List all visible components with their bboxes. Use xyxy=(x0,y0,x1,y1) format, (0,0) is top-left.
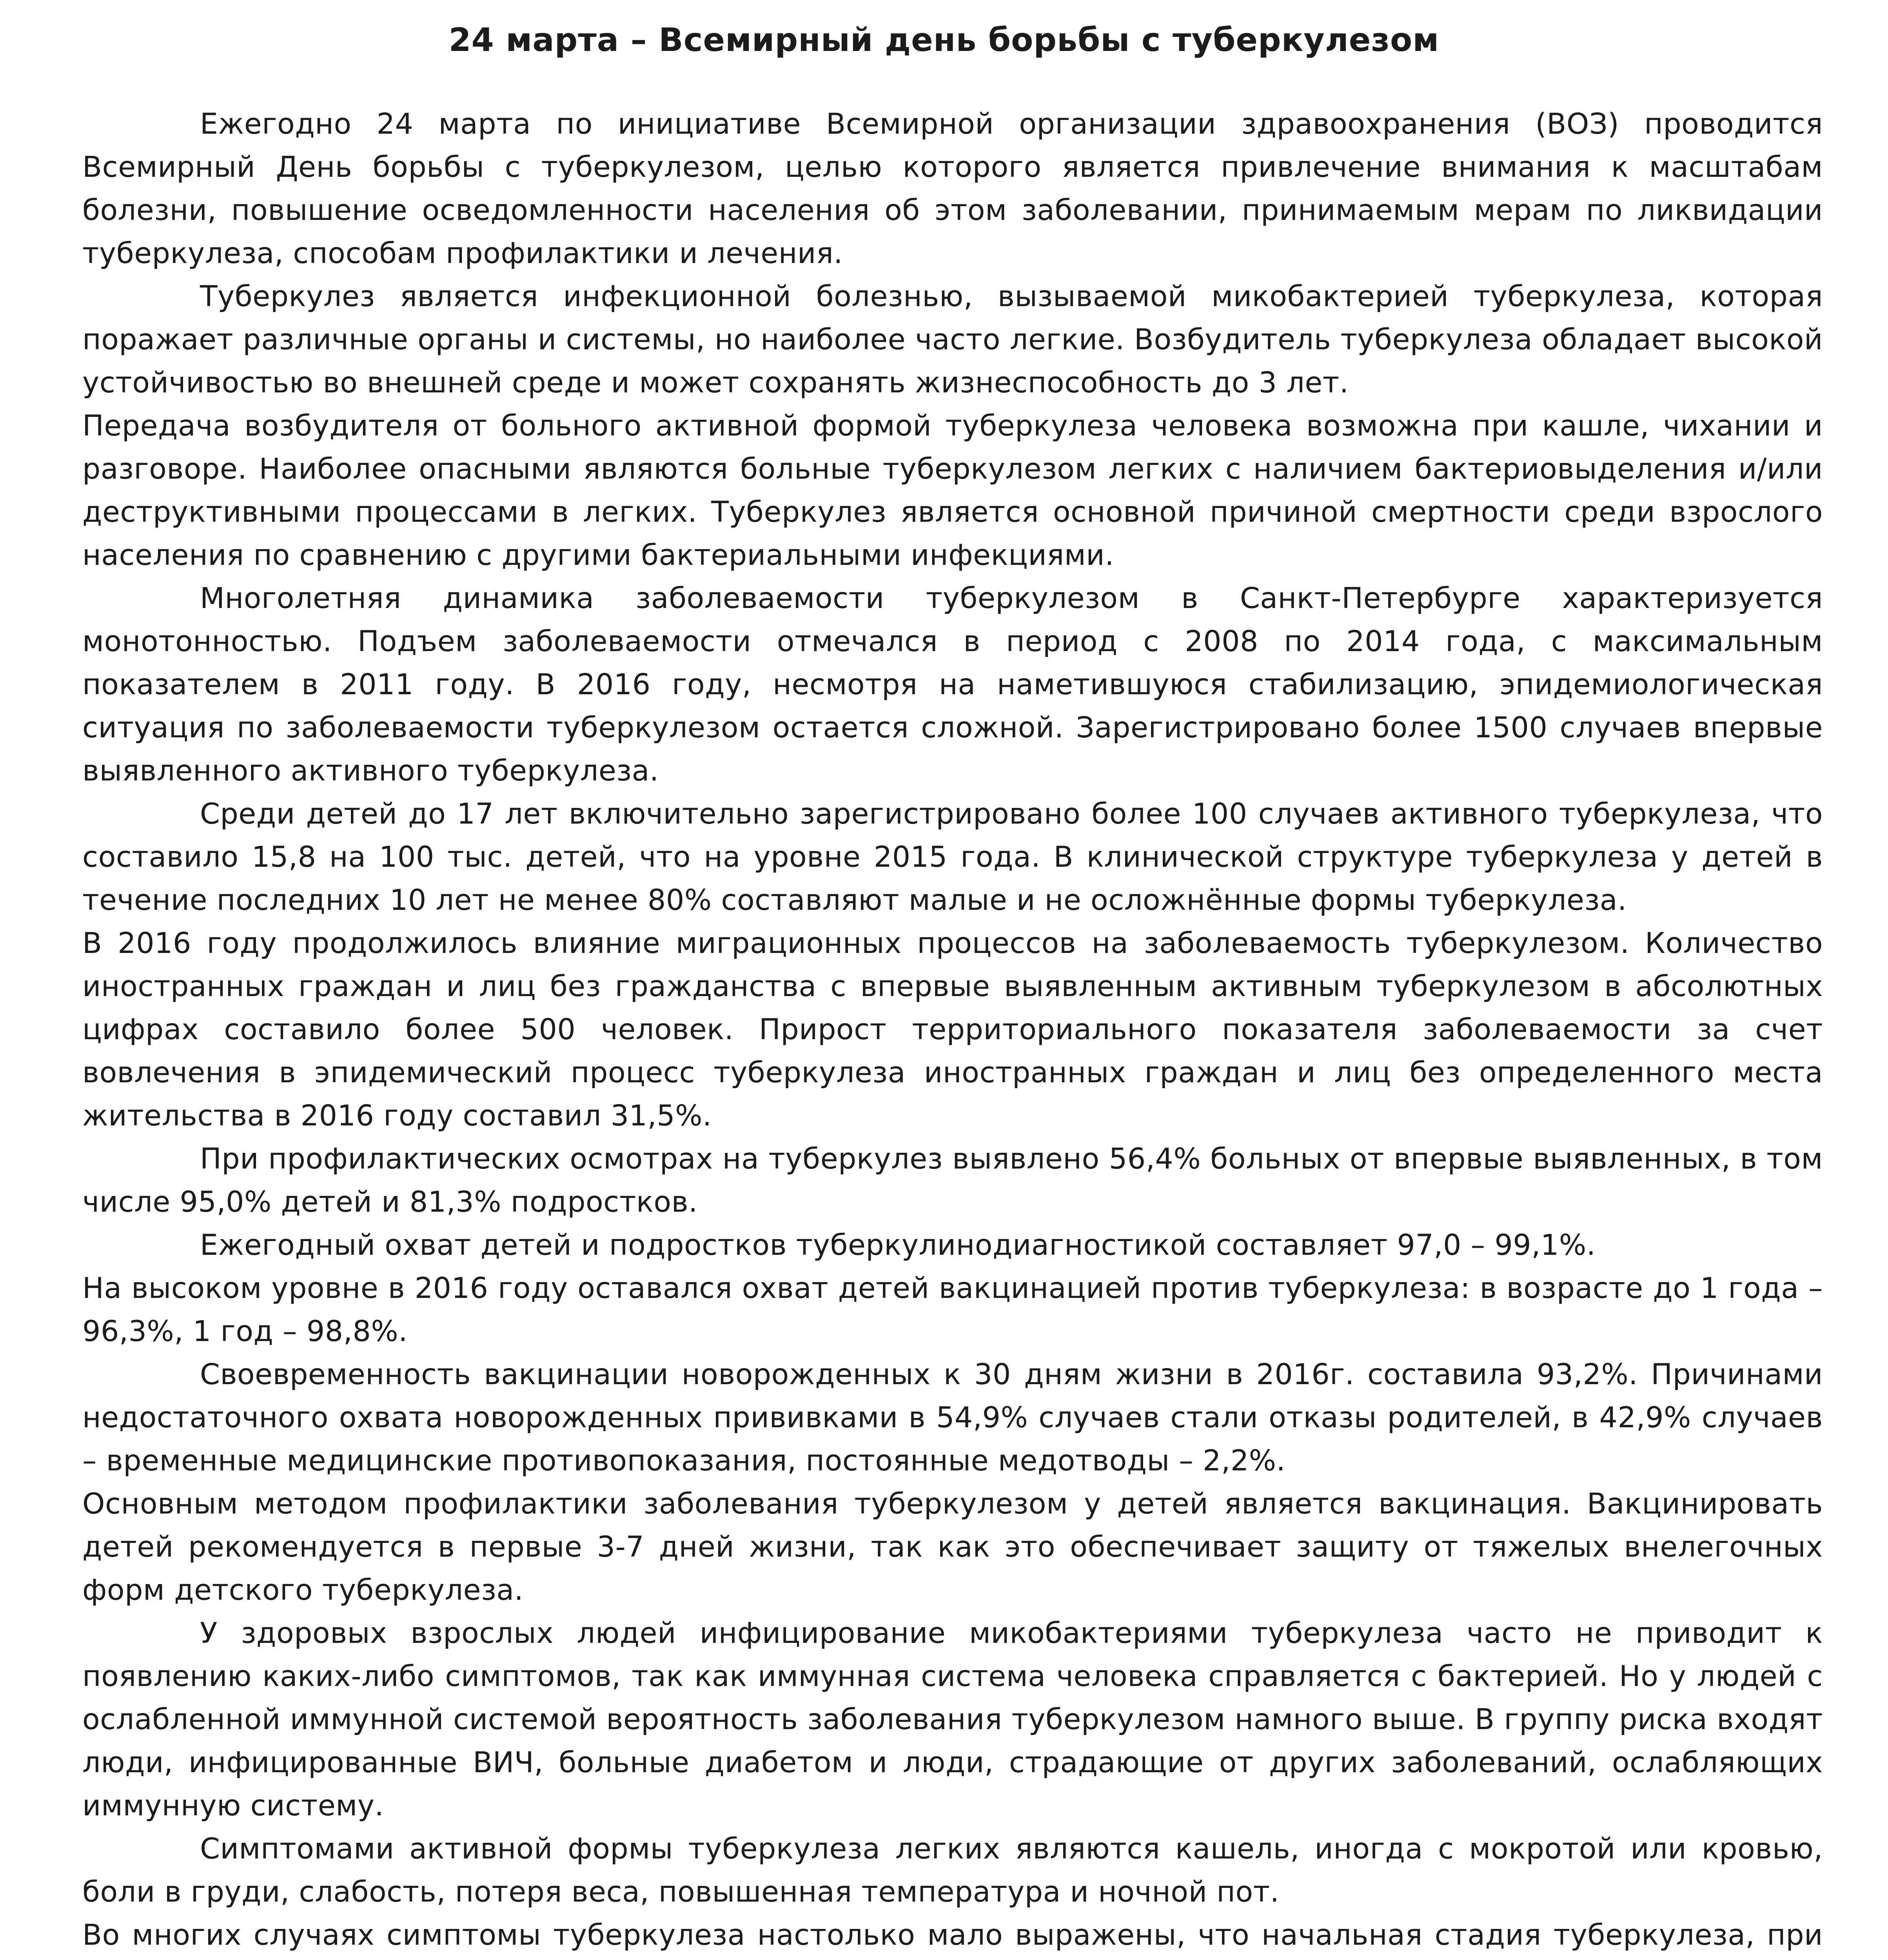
paragraph-children: Среди детей до 17 лет включительно зарегистрировано более 100 случаев активного туберкулеза, что составило 15,8 на 100 тыс. детей, что на уровне 2015 года. В клинической структуре туберкулеза у детей в течение последних 10 лет не менее 80% составляют малые и не осложнённые формы туберкулеза. xyxy=(82,797,1823,917)
paragraph-prevention-method: Основным методом профилактики заболевания туберкулезом у детей является вакцинация. Вакцинировать детей рекомендуется в первые 3-7 дней жизни, так как это обеспечивает защиту от тяжелых внелегочных форм детского туберкулеза. xyxy=(82,1487,1823,1607)
paragraph-symptoms: Симптомами активной формы туберкулеза легких являются кашель, иногда с мокротой или кровью, боли в груди, слабость, потеря веса, повышенная температура и ночной пот. xyxy=(82,1832,1823,1909)
paragraph-risk-group: У здоровых взрослых людей инфицирование микобактериями туберкулеза часто не приводит к появлению каких-либо симптомов, так как иммунная система человека справляется с бактерией. Но у людей с ослабленной иммунной системой вероятность заболевания туберкулезом намного выше. В группу риска входят люди, инфицированные ВИЧ, больные диабетом и люди, страдающие от других заболеваний, ослабляющих иммунную систему. xyxy=(82,1617,1823,1822)
paragraph-migration: В 2016 году продолжилось влияние миграционных процессов на заболеваемость туберкулезом. Количество иностранных граждан и лиц без гражданства с впервые выявленным активным туберкулезом в абсолютных цифрах составило более 500 человек. Прирост территориального показателя заболеваемости за счет вовлечения в эпидемический процесс туберкулеза иностранных граждан и лиц без определенного места жительства в 2016 году составил 31,5%. xyxy=(82,927,1823,1132)
paragraph-screening: При профилактических осмотрах на туберкулез выявлено 56,4% больных от впервые выявленных, в том числе 95,0% детей и 81,3% подростков. xyxy=(82,1142,1823,1219)
paragraph-diagnostics: Ежегодный охват детей и подростков туберкулинодиагностикой составляет 97,0 – 99,1%. xyxy=(200,1229,1596,1262)
document-title: 24 марта – Всемирный день борьбы с туберкулезом xyxy=(448,22,1440,59)
paragraph-vaccination-coverage: На высоком уровне в 2016 году оставался охват детей вакцинацией против туберкулеза: в возрасте до 1 года – 96,3%, 1 год – 98,8%. xyxy=(82,1272,1823,1348)
paragraph-intro: Ежегодно 24 марта по инициативе Всемирной организации здравоохранения (ВОЗ) проводится Всемирный День борьбы с туберкулезом, целью которого является привлечение внимания к масштабам болезни, повышение осведомленности населения об этом заболевании, принимаемым мерам по ликвидации туберкулеза, способам профилактики и лечения. xyxy=(82,107,1823,270)
paragraph-mild-symptoms: Во многих случаях симптомы туберкулеза настолько мало выражены, что начальная стадия туберкулеза, при xyxy=(82,1918,1823,1952)
paragraph-vaccination-timeliness: Своевременность вакцинации новорожденных к 30 дням жизни в 2016г. составила 93,2%. Причинами недостаточного охвата новорожденных прививками в 54,9% случаев стали отказы родителей, в 42,9% случаев – временные медицинские противопоказания, постоянные медотводы – 2,2%. xyxy=(82,1358,1823,1477)
paragraph-definition: Туберкулез является инфекционной болезнью, вызываемой микобактерией туберкулеза, которая поражает различные органы и системы, но наиболее часто легкие. Возбудитель туберкулеза обладает высокой устойчивостью во внешней среде и может сохранять жизнеспособность до 3 лет. xyxy=(82,280,1823,399)
paragraph-transmission: Передача возбудителя от больного активной формой туберкулеза человека возможна при кашле, чихании и разговоре. Наиболее опасными являются больные туберкулезом легких с наличием бактериовыделения и/или деструктивными процессами в легких. Туберкулез является основной причиной смертности среди взрослого населения по сравнению с другими бактериальными инфекциями. xyxy=(82,409,1823,572)
paragraph-dynamics: Многолетняя динамика заболеваемости туберкулезом в Санкт-Петербурге характеризуется монотонностью. Подъем заболеваемости отмечался в период с 2008 по 2014 года, с максимальным показателем в 2011 году. В 2016 году, несмотря на наметившуюся стабилизацию, эпидемиологическая ситуация по заболеваемости туберкулезом остается сложной. Зарегистрировано более 1500 случаев впервые выявленного активного туберкулеза. xyxy=(82,582,1823,788)
document-body xyxy=(82,103,1823,1960)
